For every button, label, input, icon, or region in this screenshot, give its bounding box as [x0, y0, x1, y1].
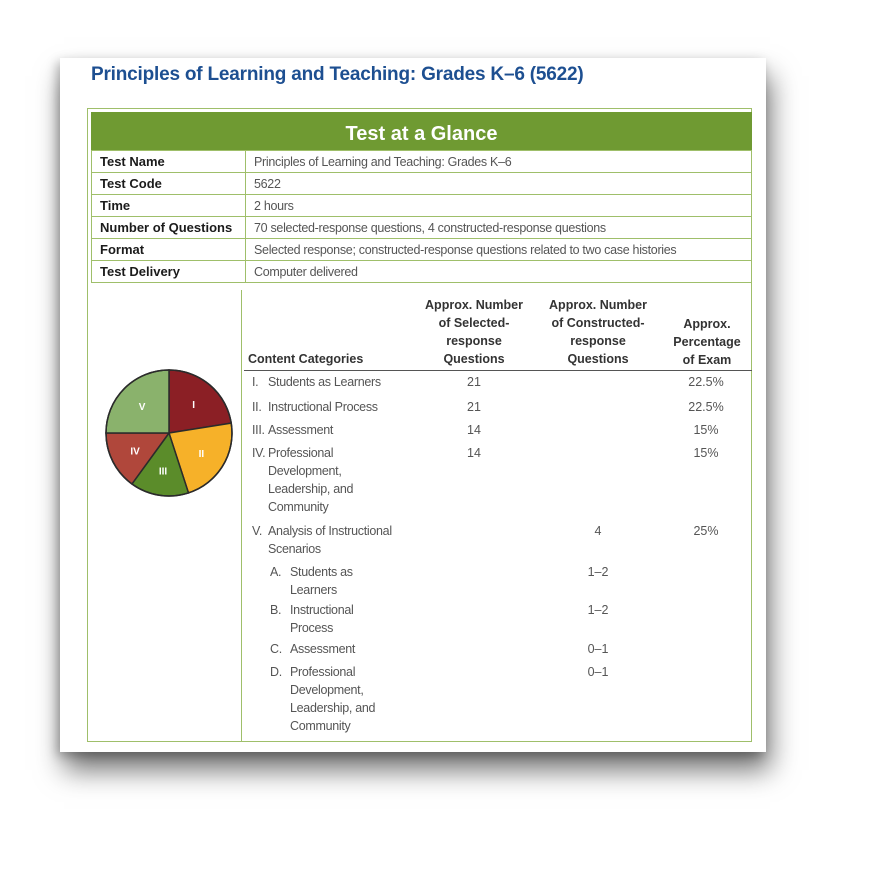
category-row-3	[252, 421, 333, 439]
header-line: response	[446, 334, 502, 348]
category-label: Scenarios	[268, 542, 321, 556]
subcategory-label: Community	[290, 719, 351, 733]
selected-count: 14	[467, 423, 481, 437]
exam-percentage: 22.5%	[688, 375, 724, 389]
category-label: Development,	[268, 464, 342, 478]
pie-chart-cell	[91, 290, 242, 742]
exam-percentage: 25%	[693, 524, 719, 538]
header-line: response	[570, 334, 626, 348]
pie-label-i: I	[192, 400, 196, 412]
info-row	[92, 195, 752, 217]
header-divider	[244, 370, 752, 371]
category-label: Professional	[268, 446, 334, 460]
info-value: 2 hours	[246, 195, 752, 217]
header-line: of Selected-	[438, 316, 510, 330]
table-banner: Test at a Glance	[91, 112, 752, 150]
subcategory-label: Process	[290, 621, 334, 635]
info-label: Format	[92, 239, 246, 261]
info-label: Time	[92, 195, 246, 217]
category-label: Community	[268, 500, 329, 514]
info-row	[92, 151, 752, 173]
selected-count: 21	[467, 375, 481, 389]
subcategory-letter: D.	[270, 665, 282, 679]
category-label: Analysis of Instructional	[268, 524, 392, 538]
pie-slice-i	[169, 370, 231, 433]
constructed-count: 1–2	[587, 603, 609, 617]
content-pie-chart	[103, 367, 235, 499]
subcategory-letter: B.	[270, 603, 282, 617]
subcategory-row-a	[270, 563, 353, 599]
subcategory-label: Development,	[290, 683, 364, 697]
header-line: Approx. Number	[549, 298, 647, 312]
test-info-table	[91, 150, 752, 283]
subcategory-row-b	[270, 601, 354, 637]
exam-percentage: 15%	[693, 423, 719, 437]
category-label: Assessment	[268, 423, 334, 437]
category-row-4	[252, 444, 353, 516]
subcategory-row-d	[270, 663, 375, 735]
header-constructed-response	[538, 296, 658, 368]
info-label: Test Name	[92, 151, 246, 173]
subcategory-row-c	[270, 640, 355, 658]
header-line: Questions	[567, 352, 629, 366]
header-line: Approx.	[683, 317, 731, 331]
category-numeral: II.	[252, 400, 262, 414]
header-line: of Exam	[682, 353, 732, 367]
subcategory-label: Assessment	[290, 642, 356, 656]
category-numeral: V.	[252, 524, 263, 538]
subcategory-label: Leadership, and	[290, 701, 376, 715]
category-label: Instructional Process	[268, 400, 378, 414]
constructed-count: 4	[594, 524, 602, 538]
subcategory-label: Learners	[290, 583, 337, 597]
pie-label-ii: II	[198, 448, 205, 460]
header-content-categories: Content Categories	[248, 352, 364, 366]
exam-percentage: 15%	[693, 446, 719, 460]
constructed-count: 0–1	[587, 642, 609, 656]
pie-label-iv: IV	[130, 446, 140, 458]
header-line: of Constructed-	[551, 316, 645, 330]
info-value: 5622	[246, 173, 752, 195]
info-value: Selected response; constructed-response questions related to two case histories	[246, 239, 752, 261]
category-label: Students as Learners	[268, 375, 381, 389]
subcategory-label: Professional	[290, 665, 356, 679]
info-label: Test Code	[92, 173, 246, 195]
constructed-count: 0–1	[587, 665, 609, 679]
constructed-count: 1–2	[587, 565, 609, 579]
subcategory-label: Instructional	[290, 603, 354, 617]
category-numeral: III.	[252, 423, 265, 437]
info-row	[92, 261, 752, 283]
info-label: Number of Questions	[92, 217, 246, 239]
pie-label-iii: III	[158, 466, 168, 478]
info-row	[92, 239, 752, 261]
header-percentage	[664, 315, 750, 369]
info-row	[92, 217, 752, 239]
subcategory-letter: C.	[270, 642, 282, 656]
header-line: Questions	[443, 352, 505, 366]
header-selected-response	[414, 296, 534, 368]
category-numeral: IV.	[252, 446, 266, 460]
header-line: Approx. Number	[425, 298, 523, 312]
info-value: Computer delivered	[246, 261, 752, 283]
selected-count: 14	[467, 446, 481, 460]
info-value: Principles of Learning and Teaching: Grades K–6	[246, 151, 752, 173]
pie-label-v: V	[138, 402, 146, 414]
category-row-2	[252, 398, 378, 416]
category-numeral: I.	[252, 375, 259, 389]
page-title: Principles of Learning and Teaching: Grades K–6 (5622)	[91, 64, 584, 85]
header-line: Percentage	[673, 335, 741, 349]
subcategory-label: Students as	[290, 565, 353, 579]
info-label: Test Delivery	[92, 261, 246, 283]
category-row-5	[252, 522, 392, 558]
pie-slice-v	[106, 370, 169, 433]
category-row-1	[252, 373, 381, 391]
info-row	[92, 173, 752, 195]
exam-percentage: 22.5%	[688, 400, 724, 414]
selected-count: 21	[467, 400, 481, 414]
info-value: 70 selected-response questions, 4 constructed-response questions	[246, 217, 752, 239]
subcategory-letter: A.	[270, 565, 282, 579]
category-label: Leadership, and	[268, 482, 354, 496]
